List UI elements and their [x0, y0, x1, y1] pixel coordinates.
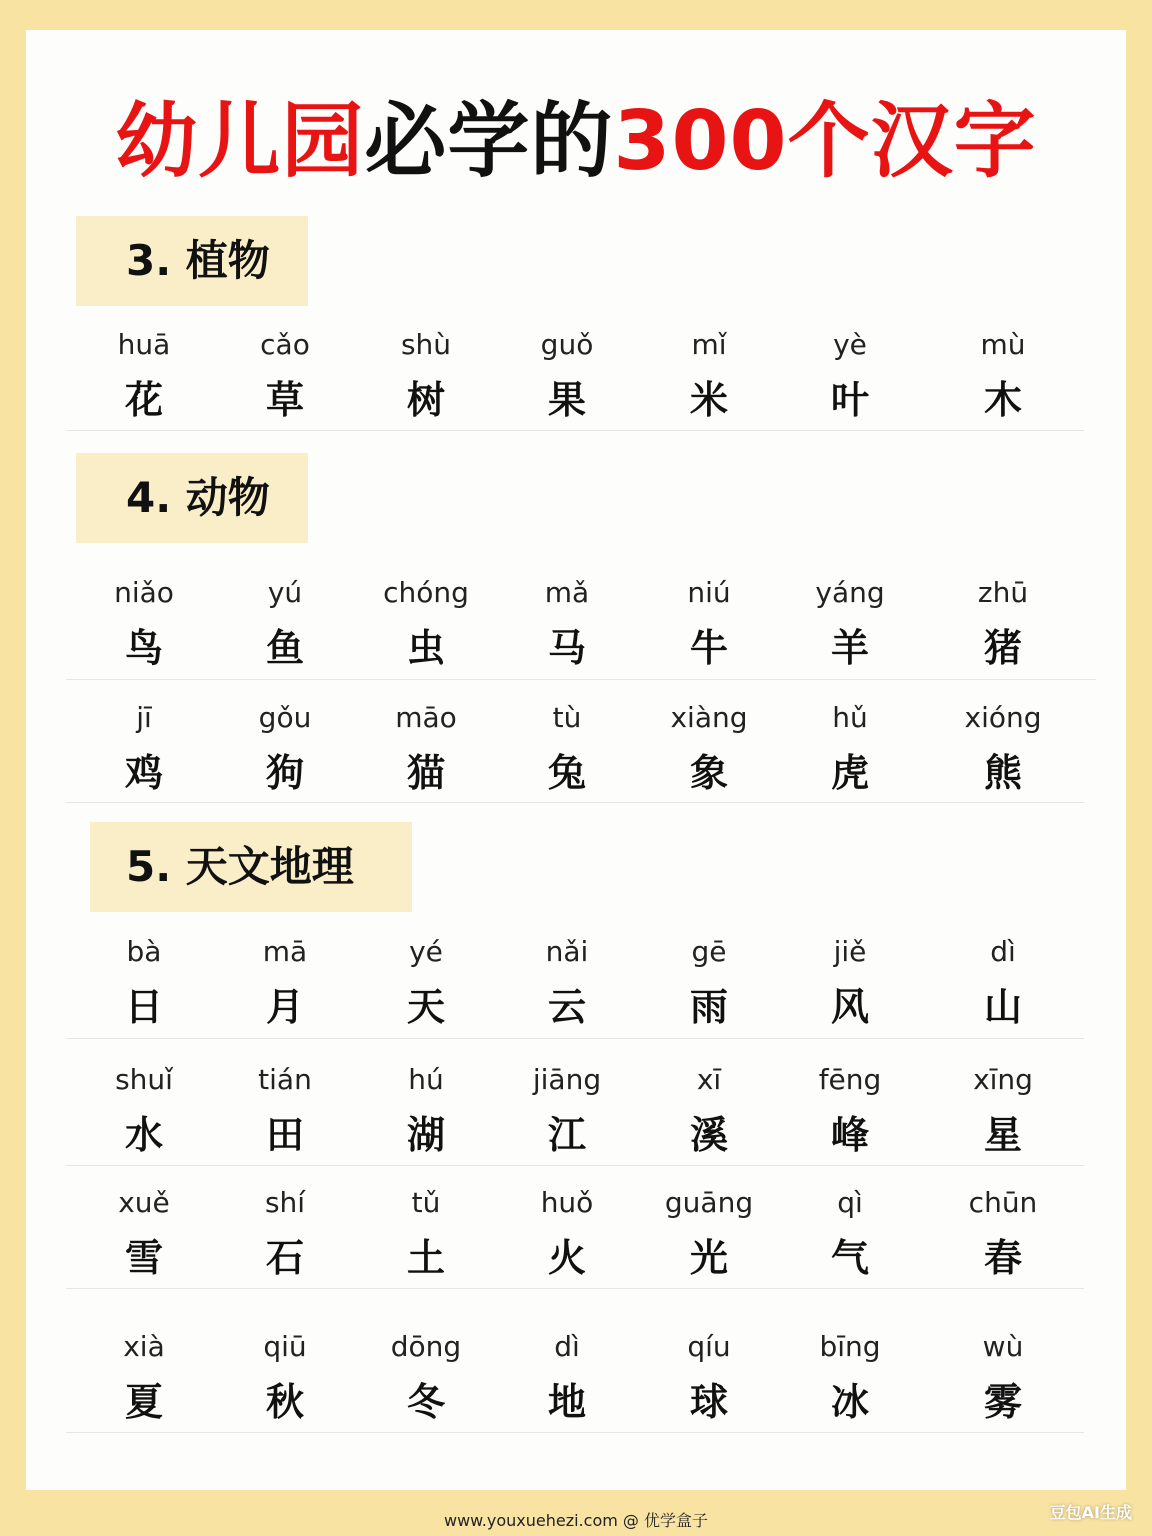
title-part-3: 300个汉字 [613, 94, 1037, 189]
hanzi: 猫 [406, 751, 445, 795]
pinyin: huā [117, 328, 171, 361]
pinyin: jī [136, 701, 152, 734]
pinyin: cǎo [260, 328, 310, 361]
char-cell [74, 1063, 214, 1157]
pinyin: nǎi [545, 935, 589, 968]
char-cell [215, 935, 355, 1029]
char-cell [933, 935, 1073, 1029]
hanzi: 田 [265, 1113, 304, 1157]
char-cell [356, 1063, 496, 1157]
pinyin: xuě [118, 1186, 170, 1219]
hanzi: 火 [547, 1236, 586, 1280]
hanzi: 土 [406, 1236, 445, 1280]
hanzi: 兔 [547, 751, 586, 795]
char-cell [933, 328, 1073, 422]
pinyin: niǎo [114, 576, 174, 609]
char-cell [639, 328, 779, 422]
char-cell [497, 701, 637, 795]
pinyin: xī [696, 1063, 722, 1096]
char-cell [639, 935, 779, 1029]
hanzi: 米 [689, 378, 728, 422]
pinyin: xīng [973, 1063, 1033, 1096]
char-cell [497, 1330, 637, 1424]
char-cell [497, 328, 637, 422]
hanzi: 云 [547, 985, 586, 1029]
pinyin: tián [258, 1063, 312, 1096]
pinyin: mǎ [544, 576, 590, 609]
hanzi: 地 [547, 1380, 586, 1424]
hanzi: 花 [124, 378, 163, 422]
char-cell [780, 1186, 920, 1280]
hanzi: 春 [983, 1236, 1022, 1280]
pinyin: shuǐ [115, 1063, 173, 1096]
pinyin: yè [833, 328, 867, 361]
pinyin: chūn [968, 1186, 1038, 1219]
hanzi: 夏 [124, 1380, 163, 1424]
hanzi: 秋 [265, 1380, 304, 1424]
hanzi: 果 [547, 378, 586, 422]
row-divider [66, 1038, 1084, 1039]
page-title [26, 92, 1126, 192]
pinyin: huǒ [540, 1186, 594, 1219]
row-divider [66, 1432, 1084, 1433]
hanzi: 雨 [689, 985, 728, 1029]
hanzi: 冬 [406, 1380, 445, 1424]
hanzi: 气 [830, 1236, 869, 1280]
hanzi: 溪 [689, 1113, 728, 1157]
char-cell [780, 328, 920, 422]
hanzi: 水 [124, 1113, 163, 1157]
hanzi: 球 [689, 1380, 728, 1424]
pinyin: guǒ [540, 328, 594, 361]
ai-watermark: 豆包AI生成 [1049, 1503, 1132, 1522]
row-divider [66, 430, 1084, 431]
pinyin: yé [409, 935, 443, 968]
hanzi: 羊 [830, 626, 869, 670]
hanzi: 树 [406, 378, 445, 422]
pinyin: gǒu [258, 701, 312, 734]
hanzi: 牛 [689, 626, 728, 670]
char-cell [639, 1330, 779, 1424]
char-cell [356, 701, 496, 795]
char-cell [74, 328, 214, 422]
pinyin: xià [123, 1330, 165, 1363]
hanzi: 风 [830, 985, 869, 1029]
pinyin: shù [400, 328, 452, 361]
row-divider [66, 1165, 1084, 1166]
char-cell [933, 576, 1073, 670]
char-cell [933, 1186, 1073, 1280]
char-cell [639, 701, 779, 795]
char-cell [780, 576, 920, 670]
section-label-nature: 5. 天文地理 [90, 822, 412, 912]
hanzi: 狗 [265, 751, 304, 795]
hanzi: 虎 [830, 751, 869, 795]
char-cell [639, 1186, 779, 1280]
pinyin: tù [552, 701, 582, 734]
pinyin: xióng [964, 701, 1042, 734]
hanzi: 石 [265, 1236, 304, 1280]
char-cell [215, 1063, 355, 1157]
char-cell [497, 1186, 637, 1280]
pinyin: māo [395, 701, 457, 734]
char-cell [74, 1186, 214, 1280]
char-cell [639, 576, 779, 670]
char-cell [215, 1186, 355, 1280]
pinyin: dì [554, 1330, 580, 1363]
char-cell [356, 1330, 496, 1424]
pinyin: dōng [390, 1330, 462, 1363]
char-cell [933, 1330, 1073, 1424]
hanzi: 叶 [830, 378, 869, 422]
pinyin: qíu [687, 1330, 731, 1363]
pinyin: xiàng [670, 701, 748, 734]
pinyin: hǔ [832, 701, 868, 734]
char-cell [215, 328, 355, 422]
char-cell [356, 935, 496, 1029]
char-cell [780, 1330, 920, 1424]
char-cell [780, 1063, 920, 1157]
pinyin: wù [982, 1330, 1024, 1363]
hanzi: 山 [983, 985, 1022, 1029]
hanzi: 峰 [830, 1113, 869, 1157]
hanzi: 湖 [406, 1113, 445, 1157]
pinyin: gē [691, 935, 727, 968]
pinyin: qiū [263, 1330, 307, 1363]
pinyin: tǔ [411, 1186, 441, 1219]
hanzi: 猪 [983, 626, 1022, 670]
char-cell [215, 701, 355, 795]
hanzi: 马 [547, 626, 586, 670]
title-part-2: 必学的 [364, 94, 614, 189]
pinyin: bà [126, 935, 162, 968]
hanzi: 虫 [406, 626, 445, 670]
char-cell [639, 1063, 779, 1157]
char-cell [356, 328, 496, 422]
row-divider [66, 679, 1096, 680]
pinyin: yú [267, 576, 303, 609]
char-cell [933, 701, 1073, 795]
content-card [26, 30, 1126, 1490]
char-cell [780, 935, 920, 1029]
hanzi: 月 [265, 985, 304, 1029]
char-cell [74, 576, 214, 670]
pinyin: qì [837, 1186, 863, 1219]
row-divider [66, 802, 1084, 803]
hanzi: 雾 [983, 1380, 1022, 1424]
pinyin: jiāng [532, 1063, 602, 1096]
hanzi: 雪 [124, 1236, 163, 1280]
hanzi: 鸟 [124, 626, 163, 670]
char-cell [356, 576, 496, 670]
pinyin: fēng [818, 1063, 882, 1096]
hanzi: 日 [124, 985, 163, 1029]
pinyin: jiě [833, 935, 867, 968]
char-cell [215, 576, 355, 670]
pinyin: shí [264, 1186, 306, 1219]
char-cell [356, 1186, 496, 1280]
char-cell [497, 1063, 637, 1157]
hanzi: 星 [983, 1113, 1022, 1157]
hanzi: 天 [406, 985, 445, 1029]
hanzi: 鸡 [124, 751, 163, 795]
pinyin: mù [980, 328, 1026, 361]
hanzi: 光 [689, 1236, 728, 1280]
row-divider [66, 1288, 1084, 1289]
char-cell [780, 701, 920, 795]
hanzi: 江 [547, 1113, 586, 1157]
pinyin: yáng [815, 576, 885, 609]
hanzi: 冰 [830, 1380, 869, 1424]
hanzi: 象 [689, 751, 728, 795]
hanzi: 鱼 [265, 626, 304, 670]
hanzi: 熊 [983, 751, 1022, 795]
section-label-animals: 4. 动物 [76, 453, 308, 543]
section-label-plants: 3. 植物 [76, 216, 308, 306]
pinyin: zhū [977, 576, 1029, 609]
pinyin: mā [262, 935, 308, 968]
title-part-1: 幼儿园 [115, 94, 365, 189]
hanzi: 草 [265, 378, 304, 422]
char-cell [215, 1330, 355, 1424]
pinyin: niú [687, 576, 731, 609]
char-cell [497, 576, 637, 670]
char-cell [74, 935, 214, 1029]
pinyin: bīng [819, 1330, 881, 1363]
char-cell [74, 1330, 214, 1424]
pinyin: mǐ [691, 328, 727, 361]
hanzi: 木 [983, 378, 1022, 422]
char-cell [74, 701, 214, 795]
footer-credit: www.youxuehezi.com @ 优学盒子 [444, 1511, 708, 1530]
pinyin: chóng [383, 576, 469, 609]
pinyin: guāng [664, 1186, 754, 1219]
pinyin: hú [408, 1063, 444, 1096]
char-cell [497, 935, 637, 1029]
pinyin: dì [990, 935, 1016, 968]
char-cell [933, 1063, 1073, 1157]
